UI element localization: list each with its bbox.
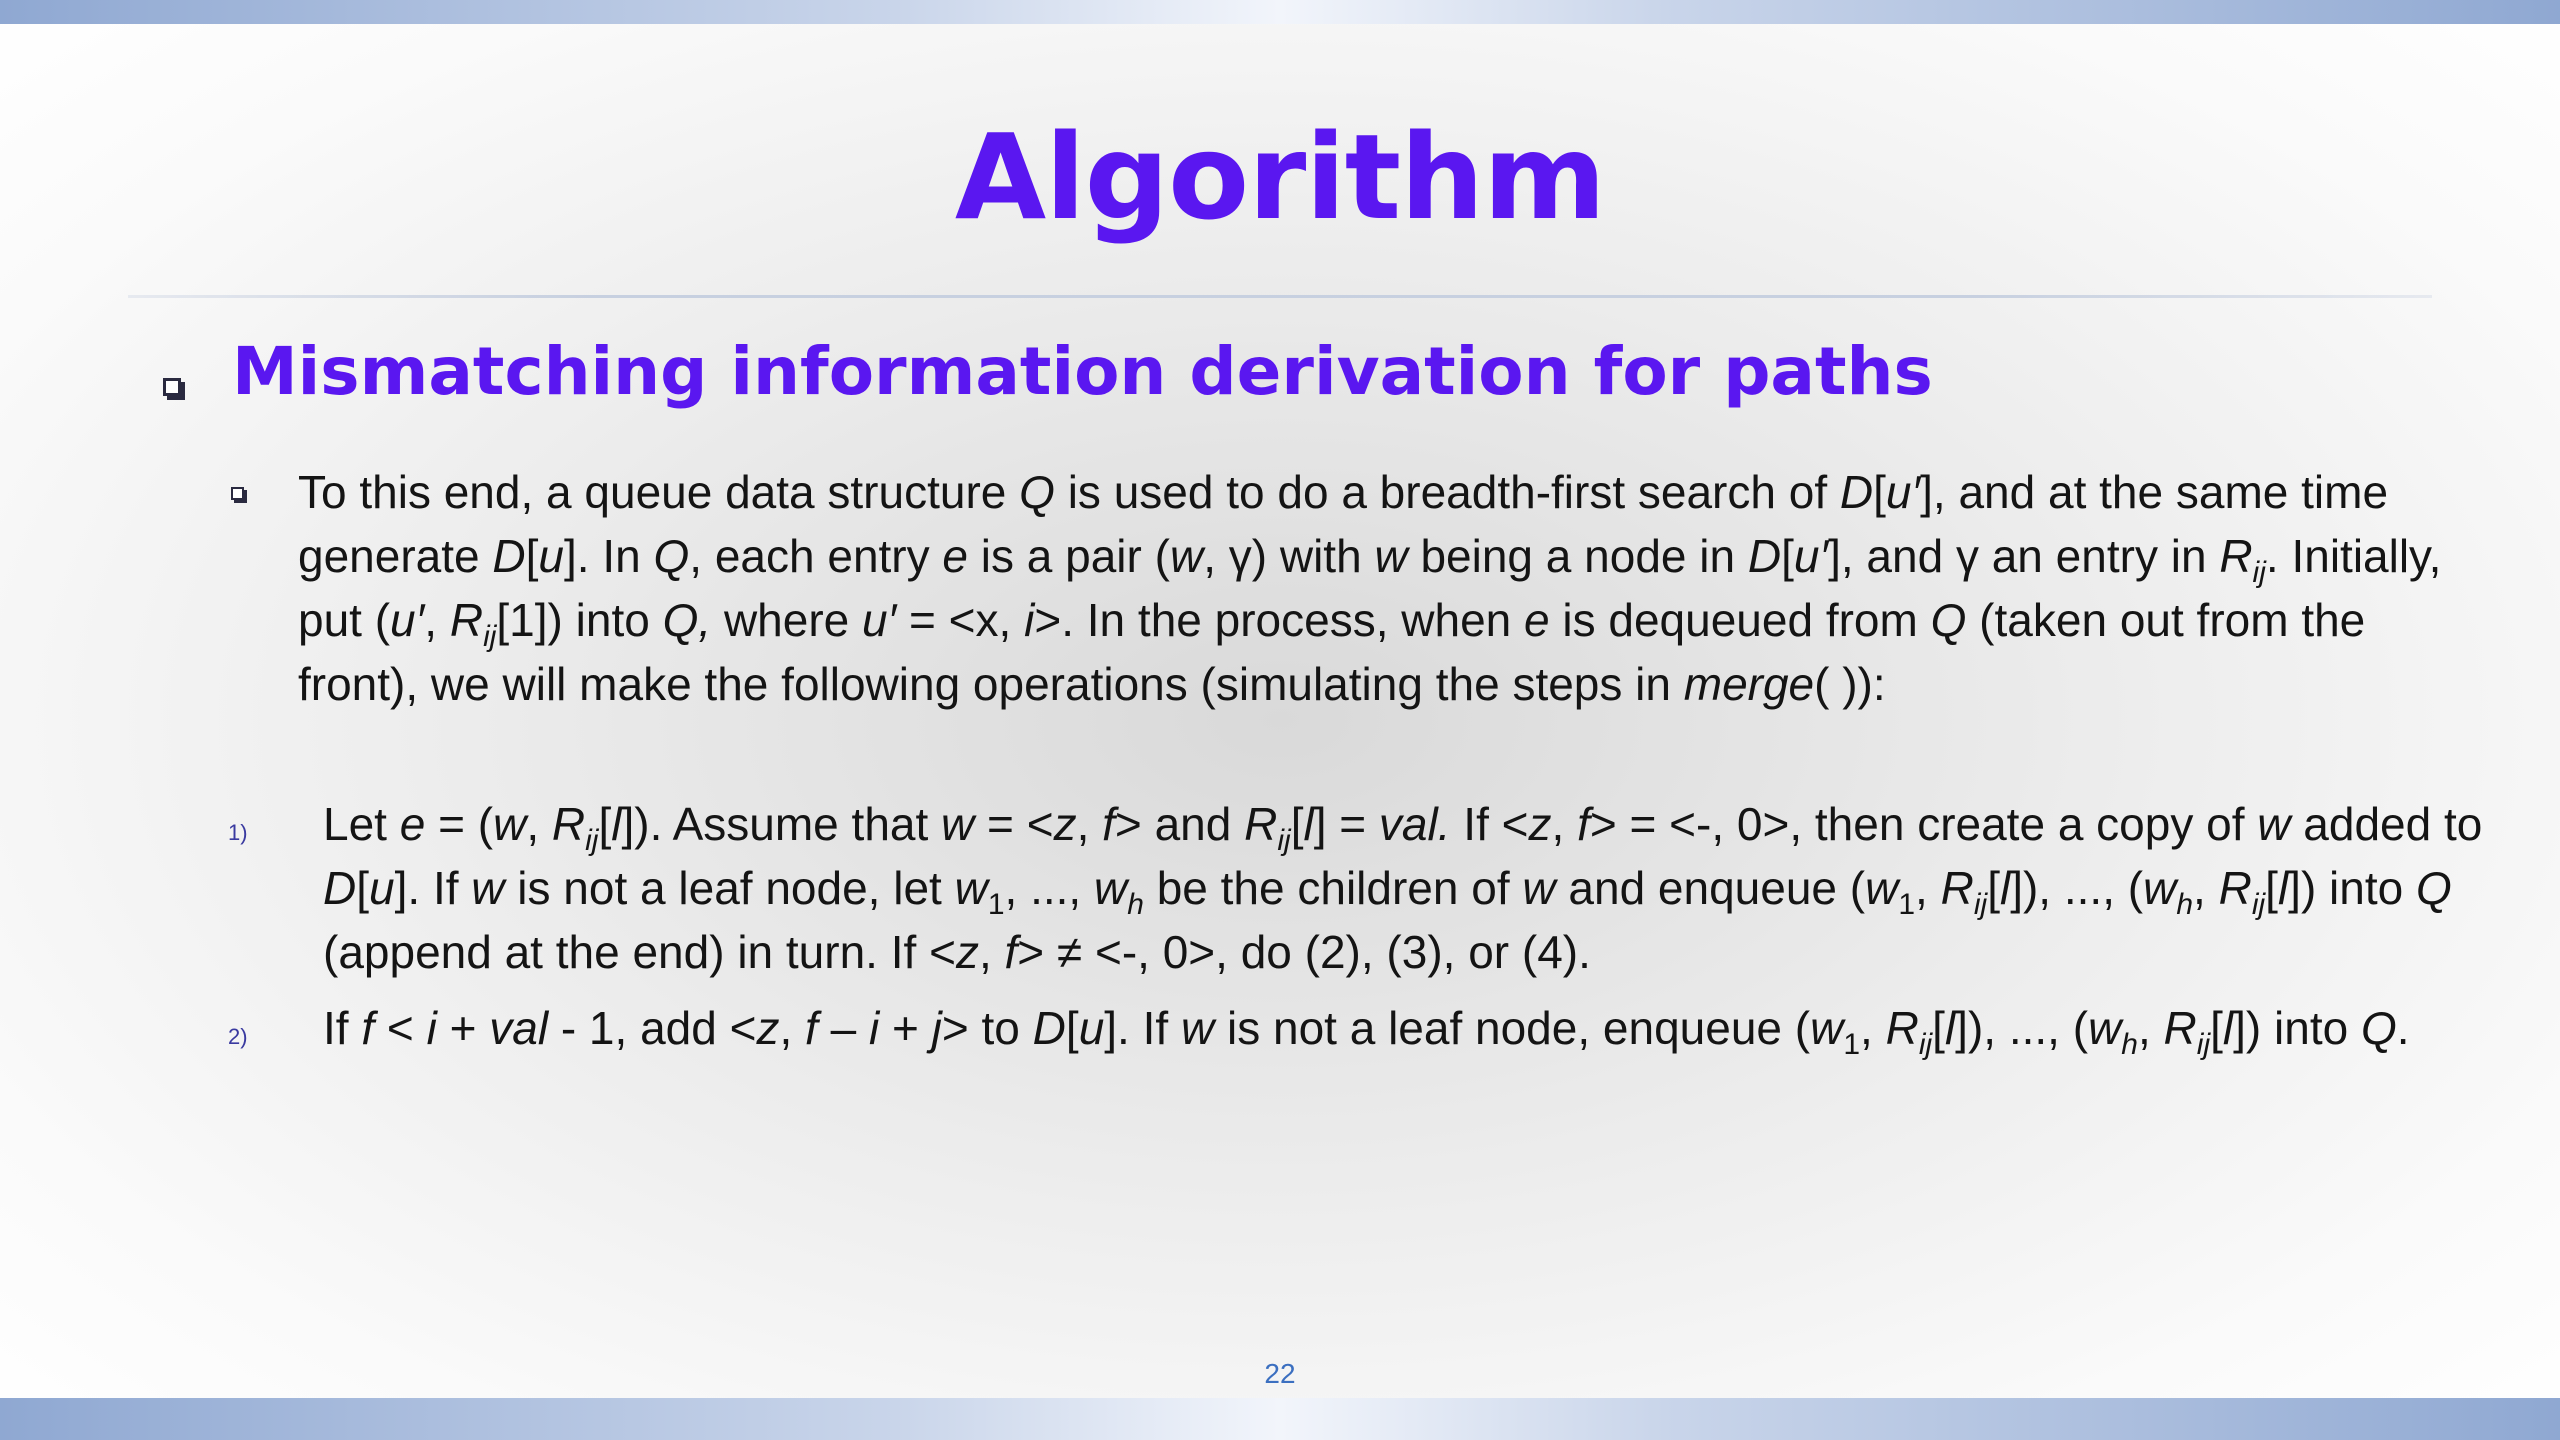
intro-paragraph-text: To this end, a queue data structure Q is used to do a breadth-first search of D[u′], and at the same time generate D[u]. In Q, each entry e is a pair (w, γ) with w being a node in D[u′], and γ an entry in $R_{ij}$. Initially, put (u′, $R_{ij}[1]$) into Q, where u′ = <x, i>. In the process, when e is dequeued from Q (taken out from the front), we will make the following operations (simulating the steps in merge( )): [298, 466, 2442, 710]
top-decorative-band [0, 0, 2560, 24]
page-number: 22 [1264, 1358, 1296, 1389]
slide-title: Algorithm [954, 108, 1606, 246]
section-heading: Mismatching information derivation for paths [232, 333, 1933, 410]
square-bullet-icon [231, 487, 244, 500]
list-item [323, 792, 2483, 984]
list-number-1: 1) [228, 820, 248, 845]
intro-paragraph [298, 460, 2478, 716]
list-item-text: If f < i + val - 1, add <z, f – i + j> to D[u]. If w is not a leaf node, enqueue ($w_1$, $R_{ij}[l]$), ..., ($w_h$, $R_{ij}[l]$) into Q. [323, 1002, 2410, 1061]
title-divider [128, 295, 2432, 298]
square-bullet-icon [163, 378, 181, 396]
bottom-decorative-band [0, 1398, 2560, 1440]
list-number-2: 2) [228, 1024, 248, 1049]
list-item [323, 996, 2483, 1060]
list-item-text: Let e = (w, $R_{ij}[l]$). Assume that w = <z, f> and $R_{ij}[l]$ = val. If <z, f> = <-, 0>, then create a copy of w added to D[u]. If w is not a leaf node, let $w_1$, ..., $w_h$ be the children of w and enqueue ($w_1$, $R_{ij}[l]$), ..., ($w_h$, $R_{ij}[l]$) into Q (append at the end) in turn. If <z, f> ≠ <-, 0>, do (2), (3), or (4). [323, 798, 2483, 978]
